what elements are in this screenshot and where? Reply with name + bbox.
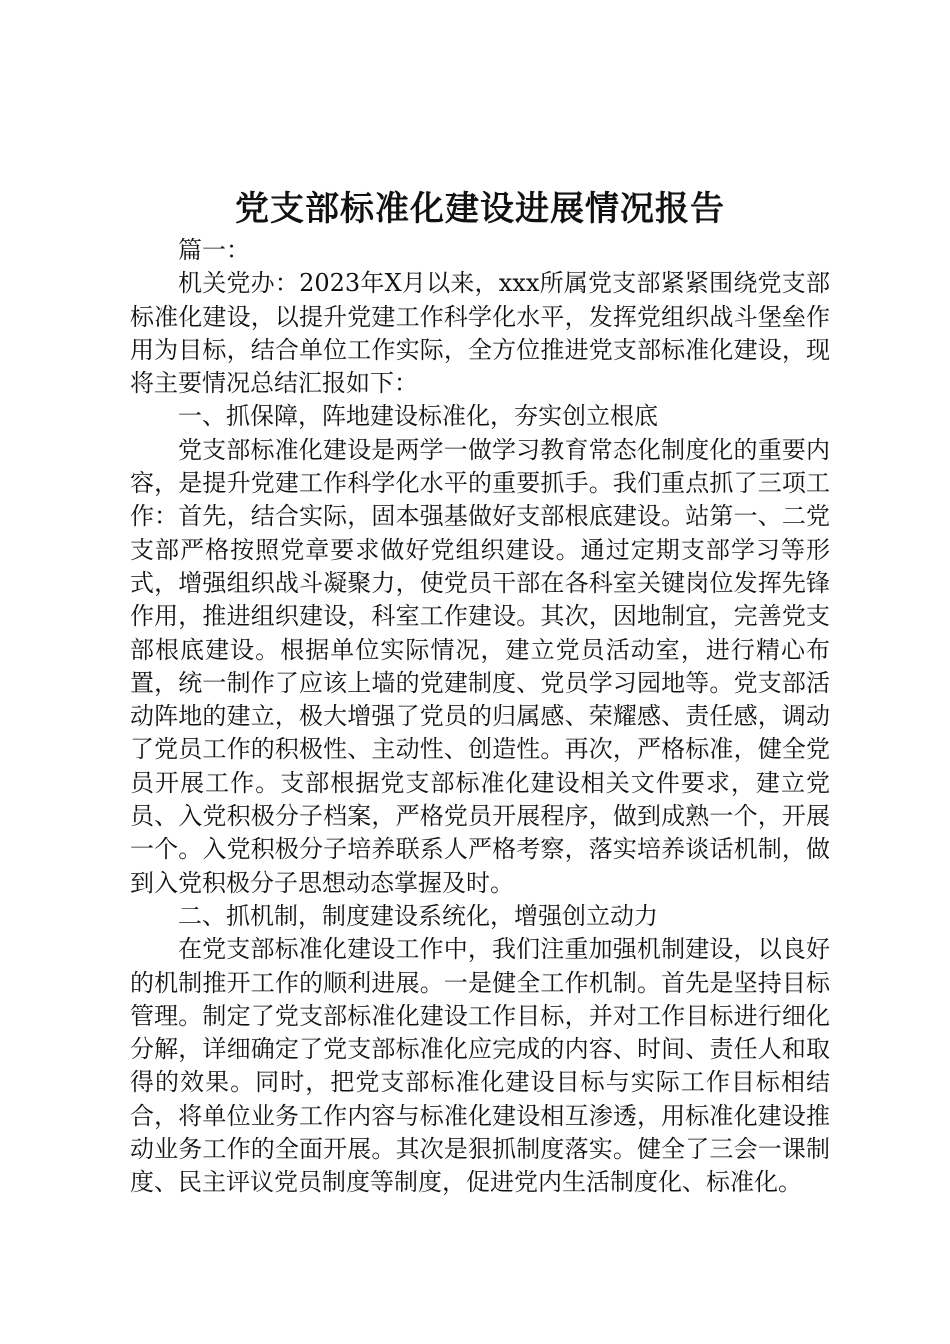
section-heading-1: 一、抓保障，阵地建设标准化，夯实创立根底 (178, 402, 658, 431)
body-paragraph-1: 党支部标准化建设是两学一做学习教育常态化制度化的重要内容，是提升党建工作科学化水平的重要抓手。我们重点抓了三项工作：首先，结合实际，固本强基做好支部根底建设。站第一、二党支部严格按照党章要求做好党组织建设。通过定期支部学习等形式，增强组织战斗凝聚力，使党员干部在各科室关键岗位发挥先锋作用，推进组织建设，科室工作建设。其次，因地制宜，完善党支部根底建设。根据单位实际情况，建立党员活动室，进行精心布置，统一制作了应该上墙的党建制度、党员学习园地等。党支部活动阵地的建立，极大增强了党员的归属感、荣耀感、责任感，调动了党员工作的积极性、主动性、创造性。再次，严格标准，健全党员开展工作。支部根据党支部标准化建设相关文件要求，建立党员、入党积极分子档案，严格党员开展程序，做到成熟一个，开展一个。入党积极分子培养联系人严格考察，落实培养谈话机制，做到入党积极分子思想动态掌握及时。 (130, 435, 830, 897)
section-heading-2: 二、抓机制，制度建设系统化，增强创立动力 (178, 901, 658, 930)
intro-paragraph: 机关党办：2023年X月以来，xxx所属党支部紧紧围绕党支部标准化建设，以提升党建工作科学化水平，发挥党组织战斗堡垒作用为目标，结合单位工作实际，全方位推进党支部标准化建设，现将主要情况总结汇报如下： (130, 269, 830, 398)
document-page (130, 186, 830, 1200)
section-label: 篇一： (178, 236, 250, 264)
body-paragraph-2: 在党支部标准化建设工作中，我们注重加强机制建设，以良好的机制推开工作的顺利进展。一是健全工作机制。首先是坚持目标管理。制定了党支部标准化建设工作目标，并对工作目标进行细化分解，详细确定了党支部标准化应完成的内容、时间、责任人和取得的效果。同时，把党支部标准化建设目标与实际工作目标相结合，将单位业务工作内容与标准化建设相互渗透，用标准化建设推动业务工作的全面开展。其次是狠抓制度落实。健全了三会一课制度、民主评议党员制度等制度，促进党内生活制度化、标准化。 (130, 935, 830, 1197)
document-title: 党支部标准化建设进展情况报告 (235, 189, 725, 229)
